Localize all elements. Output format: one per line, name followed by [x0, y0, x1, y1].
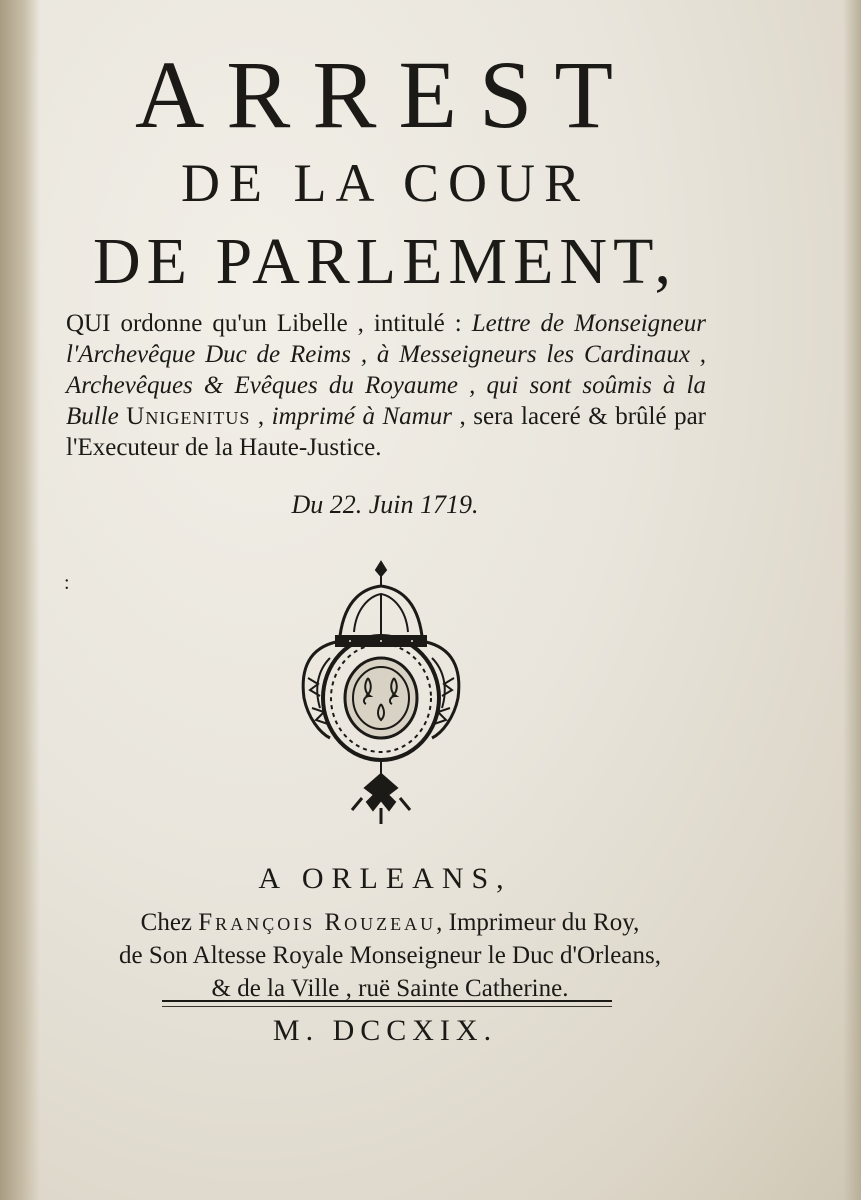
divider-rule-thin: [162, 1006, 612, 1007]
paragraph-italic-title: Lettre de Monseigneur l'Archevêque Duc de Reims , à Messeigneurs les Cardinaux , Archevêques & Evêques du Royaume , qui sont soûmis à la Bulle: [66, 310, 706, 430]
title-de-la-cour: DE LA COUR: [180, 153, 589, 213]
margin-mark: :: [64, 572, 70, 594]
imprint-line1-rest: , Imprimeur du Roy,: [436, 909, 640, 936]
paragraph-part1: ordonne qu'un Libelle , intitulé :: [110, 310, 472, 337]
imprint-place: A ORLEANS,: [258, 862, 512, 895]
imprint-printer-name: François Rouzeau: [198, 909, 437, 936]
imprint-line-1: [60, 906, 720, 939]
decree-paragraph: [66, 308, 706, 463]
royal-arms-crest-icon: [290, 558, 472, 830]
publication-year: M. DCCXIX.: [272, 1014, 498, 1047]
title-arrest: ARREST: [134, 41, 636, 148]
page-right-edge: [843, 0, 861, 1200]
paragraph-part2: ,: [250, 403, 272, 430]
paragraph-part3: , sera laceré & brûlé par l'Executeur de la Haute-Justice.: [66, 403, 707, 461]
paragraph-unigenitus: Unigenitus: [126, 403, 251, 430]
imprint-block: [60, 906, 720, 1005]
imprint-line-2: de Son Altesse Royale Monseigneur le Duc d'Orleans,: [119, 942, 661, 969]
title-de-parlement: DE PARLEMENT,: [92, 225, 678, 298]
paragraph-italic-place: imprimé à Namur: [271, 403, 452, 430]
decree-date: Du 22. Juin 1719.: [291, 490, 479, 519]
paragraph-qui: QUI: [66, 310, 111, 337]
imprint-chez: Chez: [140, 909, 199, 936]
imprint-line-3: & de la Ville , ruë Sainte Catherine.: [211, 975, 569, 1002]
divider-rule: [162, 1000, 612, 1002]
